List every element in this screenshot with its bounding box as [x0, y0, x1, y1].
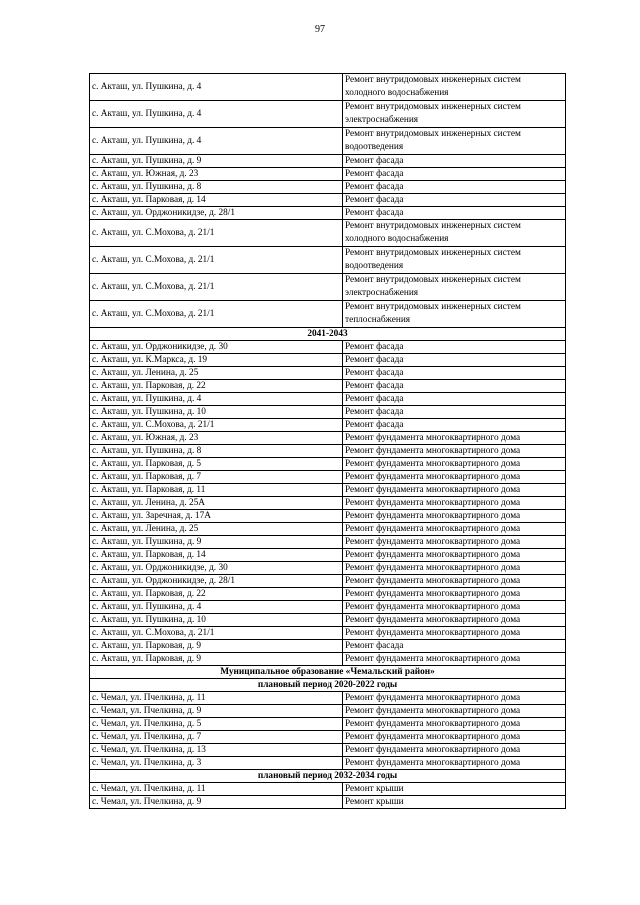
work-type-cell: Ремонт фундамента многоквартирного дома [343, 510, 566, 523]
table-row [90, 194, 566, 207]
table-row [90, 562, 566, 575]
address-cell: с. Акташ, ул. Пушкина, д. 4 [90, 393, 343, 406]
address-cell: с. Акташ, ул. К.Маркса, д. 19 [90, 354, 343, 367]
work-type-cell: Ремонт фундамента многоквартирного дома [343, 601, 566, 614]
work-type-cell: Ремонт фасада [343, 354, 566, 367]
work-type-cell: Ремонт фасада [343, 419, 566, 432]
table-body [90, 74, 566, 809]
table-row [90, 601, 566, 614]
table-row [90, 155, 566, 168]
address-cell: с. Акташ, ул. Южная, д. 23 [90, 432, 343, 445]
work-type-cell: Ремонт внутридомовых инженерных систем холодного водоснабжения [343, 220, 566, 247]
work-type-cell: Ремонт фундамента многоквартирного дома [343, 731, 566, 744]
table-row [90, 419, 566, 432]
work-type-cell: Ремонт внутридомовых инженерных систем водоотведения [343, 247, 566, 274]
address-cell: с. Акташ, ул. Парковая, д. 5 [90, 458, 343, 471]
section-header: 2041-2043 [90, 328, 566, 341]
address-cell: с. Акташ, ул. С.Мохова, д. 21/1 [90, 274, 343, 301]
table-row [90, 247, 566, 274]
table-row [90, 406, 566, 419]
work-type-cell: Ремонт внутридомовых инженерных систем теплоснабжения [343, 301, 566, 328]
table-row [90, 181, 566, 194]
address-cell: с. Чемал, ул. Пчелкина, д. 5 [90, 718, 343, 731]
section-header-row [90, 328, 566, 341]
work-type-cell: Ремонт фасада [343, 406, 566, 419]
table-row [90, 653, 566, 666]
address-cell: с. Акташ, ул. Ленина, д. 25 [90, 367, 343, 380]
section-header-row [90, 679, 566, 692]
address-cell: с. Акташ, ул. Парковая, д. 11 [90, 484, 343, 497]
work-type-cell: Ремонт фундамента многоквартирного дома [343, 549, 566, 562]
work-type-cell: Ремонт внутридомовых инженерных систем холодного водоснабжения [343, 74, 566, 101]
work-type-cell: Ремонт фасада [343, 155, 566, 168]
work-type-cell: Ремонт фасада [343, 393, 566, 406]
table-row [90, 731, 566, 744]
work-type-cell: Ремонт фундамента многоквартирного дома [343, 497, 566, 510]
table-row [90, 510, 566, 523]
table-row [90, 588, 566, 601]
table-row [90, 74, 566, 101]
address-cell: с. Акташ, ул. Орджоникидзе, д. 28/1 [90, 207, 343, 220]
table-row [90, 484, 566, 497]
work-type-cell: Ремонт фундамента многоквартирного дома [343, 744, 566, 757]
work-type-cell: Ремонт фундамента многоквартирного дома [343, 484, 566, 497]
address-cell: с. Чемал, ул. Пчелкина, д. 3 [90, 757, 343, 770]
table-row [90, 549, 566, 562]
address-cell: с. Акташ, ул. Орджоникидзе, д. 28/1 [90, 575, 343, 588]
table-row [90, 458, 566, 471]
table-row [90, 101, 566, 128]
address-cell: с. Акташ, ул. Пушкина, д. 4 [90, 101, 343, 128]
work-type-cell: Ремонт фасада [343, 181, 566, 194]
table-row [90, 128, 566, 155]
address-cell: с. Акташ, ул. Орджоникидзе, д. 30 [90, 562, 343, 575]
table-row [90, 207, 566, 220]
work-type-cell: Ремонт фасада [343, 367, 566, 380]
table-row [90, 497, 566, 510]
section-header-row [90, 770, 566, 783]
address-cell: с. Акташ, ул. Парковая, д. 14 [90, 194, 343, 207]
table-row [90, 575, 566, 588]
address-cell: с. Чемал, ул. Пчелкина, д. 11 [90, 692, 343, 705]
repair-schedule-table [89, 73, 566, 809]
table-row [90, 614, 566, 627]
work-type-cell: Ремонт фундамента многоквартирного дома [343, 445, 566, 458]
work-type-cell: Ремонт фундамента многоквартирного дома [343, 705, 566, 718]
table-row [90, 341, 566, 354]
table-row [90, 705, 566, 718]
work-type-cell: Ремонт фасада [343, 640, 566, 653]
work-type-cell: Ремонт внутридомовых инженерных систем электроснабжения [343, 101, 566, 128]
work-type-cell: Ремонт фундамента многоквартирного дома [343, 627, 566, 640]
table-row [90, 301, 566, 328]
address-cell: с. Акташ, ул. Пушкина, д. 4 [90, 74, 343, 101]
address-cell: с. Акташ, ул. Пушкина, д. 10 [90, 406, 343, 419]
work-type-cell: Ремонт фундамента многоквартирного дома [343, 432, 566, 445]
address-cell: с. Акташ, ул. Ленина, д. 25А [90, 497, 343, 510]
address-cell: с. Чемал, ул. Пчелкина, д. 13 [90, 744, 343, 757]
table-row [90, 718, 566, 731]
table-row [90, 796, 566, 809]
address-cell: с. Акташ, ул. Парковая, д. 9 [90, 640, 343, 653]
work-type-cell: Ремонт фасада [343, 194, 566, 207]
address-cell: с. Акташ, ул. Пушкина, д. 9 [90, 536, 343, 549]
address-cell: с. Акташ, ул. Пушкина, д. 8 [90, 445, 343, 458]
table-row [90, 783, 566, 796]
table-row [90, 445, 566, 458]
table-row [90, 692, 566, 705]
address-cell: с. Акташ, ул. Заречная, д. 17А [90, 510, 343, 523]
table-row [90, 471, 566, 484]
table-row [90, 354, 566, 367]
section-header-row [90, 666, 566, 679]
table-row [90, 367, 566, 380]
table-row [90, 640, 566, 653]
table-row [90, 220, 566, 247]
address-cell: с. Акташ, ул. Парковая, д. 7 [90, 471, 343, 484]
work-type-cell: Ремонт фундамента многоквартирного дома [343, 692, 566, 705]
table-row [90, 393, 566, 406]
work-type-cell: Ремонт фундамента многоквартирного дома [343, 614, 566, 627]
table-row [90, 627, 566, 640]
work-type-cell: Ремонт фасада [343, 341, 566, 354]
address-cell: с. Акташ, ул. С.Мохова, д. 21/1 [90, 627, 343, 640]
table-row [90, 380, 566, 393]
address-cell: с. Акташ, ул. Парковая, д. 14 [90, 549, 343, 562]
address-cell: с. Акташ, ул. Южная, д. 23 [90, 168, 343, 181]
table-row [90, 744, 566, 757]
section-header: Муниципальное образование «Чемальский район» [90, 666, 566, 679]
address-cell: с. Чемал, ул. Пчелкина, д. 9 [90, 796, 343, 809]
section-header: плановый период 2020-2022 годы [90, 679, 566, 692]
address-cell: с. Акташ, ул. Ленина, д. 25 [90, 523, 343, 536]
table-row [90, 432, 566, 445]
address-cell: с. Акташ, ул. С.Мохова, д. 21/1 [90, 247, 343, 274]
work-type-cell: Ремонт фундамента многоквартирного дома [343, 536, 566, 549]
address-cell: с. Акташ, ул. Парковая, д. 9 [90, 653, 343, 666]
table-row [90, 168, 566, 181]
address-cell: с. Акташ, ул. Пушкина, д. 4 [90, 128, 343, 155]
table-row [90, 536, 566, 549]
work-type-cell: Ремонт фундамента многоквартирного дома [343, 562, 566, 575]
work-type-cell: Ремонт крыши [343, 783, 566, 796]
work-type-cell: Ремонт фасада [343, 380, 566, 393]
work-type-cell: Ремонт фундамента многоквартирного дома [343, 718, 566, 731]
address-cell: с. Акташ, ул. С.Мохова, д. 21/1 [90, 301, 343, 328]
work-type-cell: Ремонт фундамента многоквартирного дома [343, 471, 566, 484]
address-cell: с. Чемал, ул. Пчелкина, д. 9 [90, 705, 343, 718]
address-cell: с. Акташ, ул. Парковая, д. 22 [90, 588, 343, 601]
address-cell: с. Акташ, ул. Орджоникидзе, д. 30 [90, 341, 343, 354]
table-row [90, 757, 566, 770]
work-type-cell: Ремонт крыши [343, 796, 566, 809]
address-cell: с. Акташ, ул. Пушкина, д. 10 [90, 614, 343, 627]
work-type-cell: Ремонт фундамента многоквартирного дома [343, 458, 566, 471]
table-row [90, 523, 566, 536]
work-type-cell: Ремонт фундамента многоквартирного дома [343, 575, 566, 588]
address-cell: с. Акташ, ул. С.Мохова, д. 21/1 [90, 220, 343, 247]
page-number: 97 [315, 24, 325, 35]
address-cell: с. Акташ, ул. С.Мохова, д. 21/1 [90, 419, 343, 432]
address-cell: с. Чемал, ул. Пчелкина, д. 11 [90, 783, 343, 796]
address-cell: с. Акташ, ул. Пушкина, д. 4 [90, 601, 343, 614]
work-type-cell: Ремонт внутридомовых инженерных систем водоотведения [343, 128, 566, 155]
address-cell: с. Акташ, ул. Пушкина, д. 8 [90, 181, 343, 194]
work-type-cell: Ремонт фундамента многоквартирного дома [343, 588, 566, 601]
address-cell: с. Акташ, ул. Пушкина, д. 9 [90, 155, 343, 168]
work-type-cell: Ремонт внутридомовых инженерных систем электроснабжения [343, 274, 566, 301]
address-cell: с. Акташ, ул. Парковая, д. 22 [90, 380, 343, 393]
section-header: плановый период 2032-2034 годы [90, 770, 566, 783]
work-type-cell: Ремонт фасада [343, 207, 566, 220]
work-type-cell: Ремонт фасада [343, 168, 566, 181]
work-type-cell: Ремонт фундамента многоквартирного дома [343, 653, 566, 666]
address-cell: с. Чемал, ул. Пчелкина, д. 7 [90, 731, 343, 744]
work-type-cell: Ремонт фундамента многоквартирного дома [343, 523, 566, 536]
work-type-cell: Ремонт фундамента многоквартирного дома [343, 757, 566, 770]
table-row [90, 274, 566, 301]
